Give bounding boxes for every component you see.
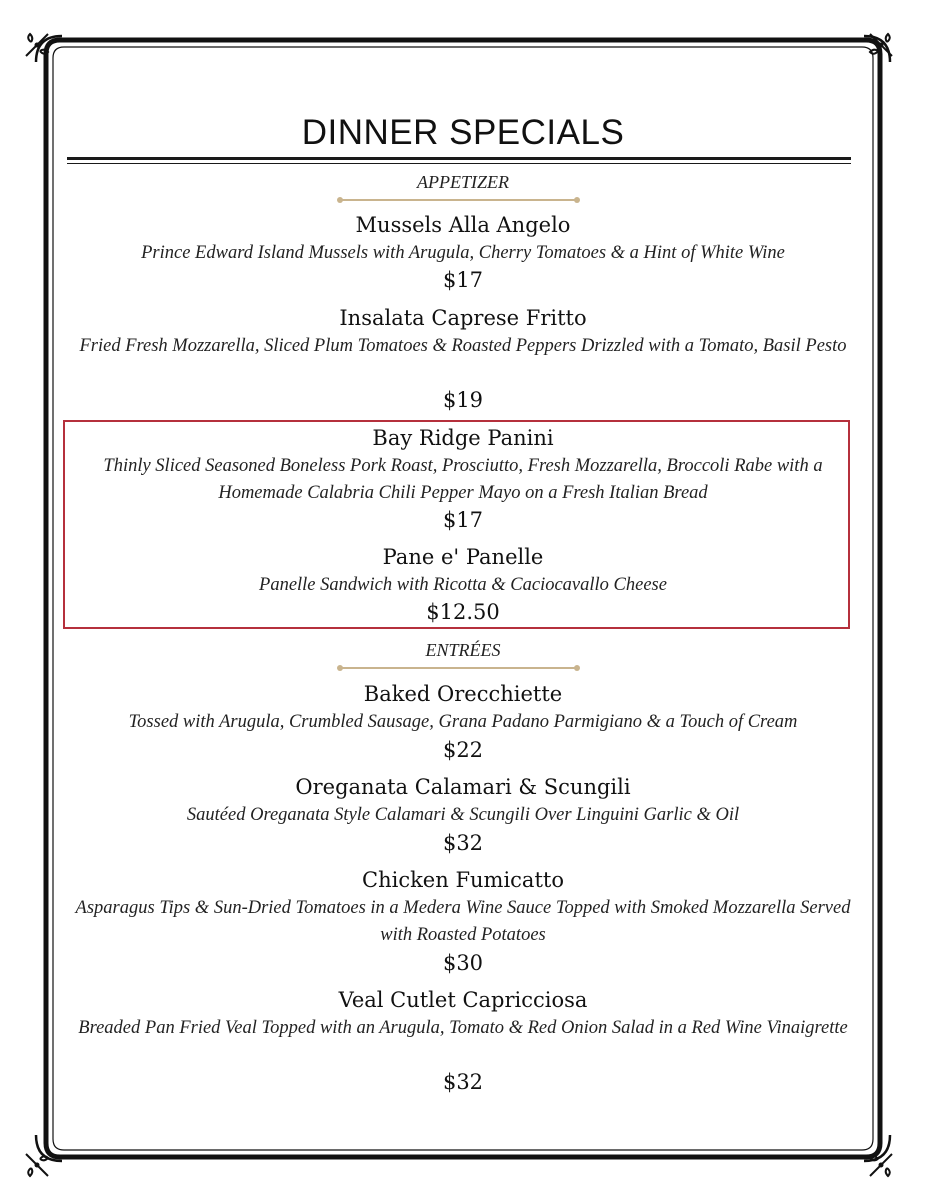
item-price: $19	[442, 388, 484, 412]
item-price: $30	[442, 951, 484, 975]
item-name: Baked Orecchiette	[363, 682, 563, 706]
corner-flourish-icon	[866, 1150, 896, 1180]
item-description: Fried Fresh Mozzarella, Sliced Plum Tomatoes & Roasted Peppers Drizzled with a Tomato, Basil Pesto	[79, 336, 847, 356]
item-price: $32	[442, 831, 484, 855]
corner-flourish-icon	[866, 30, 896, 60]
item-name: Bay Ridge Panini	[372, 426, 554, 450]
corner-flourish-icon	[22, 1150, 52, 1180]
item-price: $17	[442, 268, 484, 292]
section-divider	[340, 199, 577, 201]
item-description: Tossed with Arugula, Crumbled Sausage, Grana Padano Parmigiano & a Touch of Cream	[128, 712, 798, 732]
item-name: Insalata Caprese Fritto	[339, 306, 587, 330]
section-divider	[340, 667, 577, 669]
item-description: Thinly Sliced Seasoned Boneless Pork Roast, Prosciutto, Fresh Mozzarella, Broccoli Rabe with a Homemade Calabria Chili Pepper Mayo on a Fresh Italian Bread	[103, 456, 823, 503]
item-price: $22	[442, 738, 484, 762]
title-rule-thin	[67, 163, 851, 164]
item-price: $12.50	[426, 600, 500, 624]
item-description: Asparagus Tips & Sun-Dried Tomatoes in a Medera Wine Sauce Topped with Smoked Mozzarella Served with Roasted Potatoes	[75, 898, 851, 945]
item-name: Pane e' Panelle	[382, 545, 544, 569]
section-label-appetizer: APPETIZER	[417, 172, 509, 192]
item-price: $32	[442, 1070, 484, 1094]
title-rule-thick	[67, 157, 851, 160]
section-label-entrees: ENTRÉES	[425, 640, 501, 660]
corner-flourish-icon	[22, 30, 52, 60]
item-name: Veal Cutlet Capricciosa	[338, 988, 588, 1012]
item-description: Sautéed Oreganata Style Calamari & Scungili Over Linguini Garlic & Oil	[186, 805, 740, 825]
item-description: Breaded Pan Fried Veal Topped with an Arugula, Tomato & Red Onion Salad in a Red Wine Vinaigrette	[78, 1018, 848, 1038]
item-description: Panelle Sandwich with Ricotta & Caciocavallo Cheese	[259, 575, 667, 595]
item-description: Prince Edward Island Mussels with Arugula, Cherry Tomatoes & a Hint of White Wine	[141, 243, 785, 263]
item-name: Chicken Fumicatto	[362, 868, 564, 892]
item-name: Oreganata Calamari & Scungili	[295, 775, 631, 799]
page-title: DINNER SPECIALS	[301, 113, 625, 152]
item-price: $17	[442, 508, 484, 532]
item-name: Mussels Alla Angelo	[355, 213, 571, 237]
